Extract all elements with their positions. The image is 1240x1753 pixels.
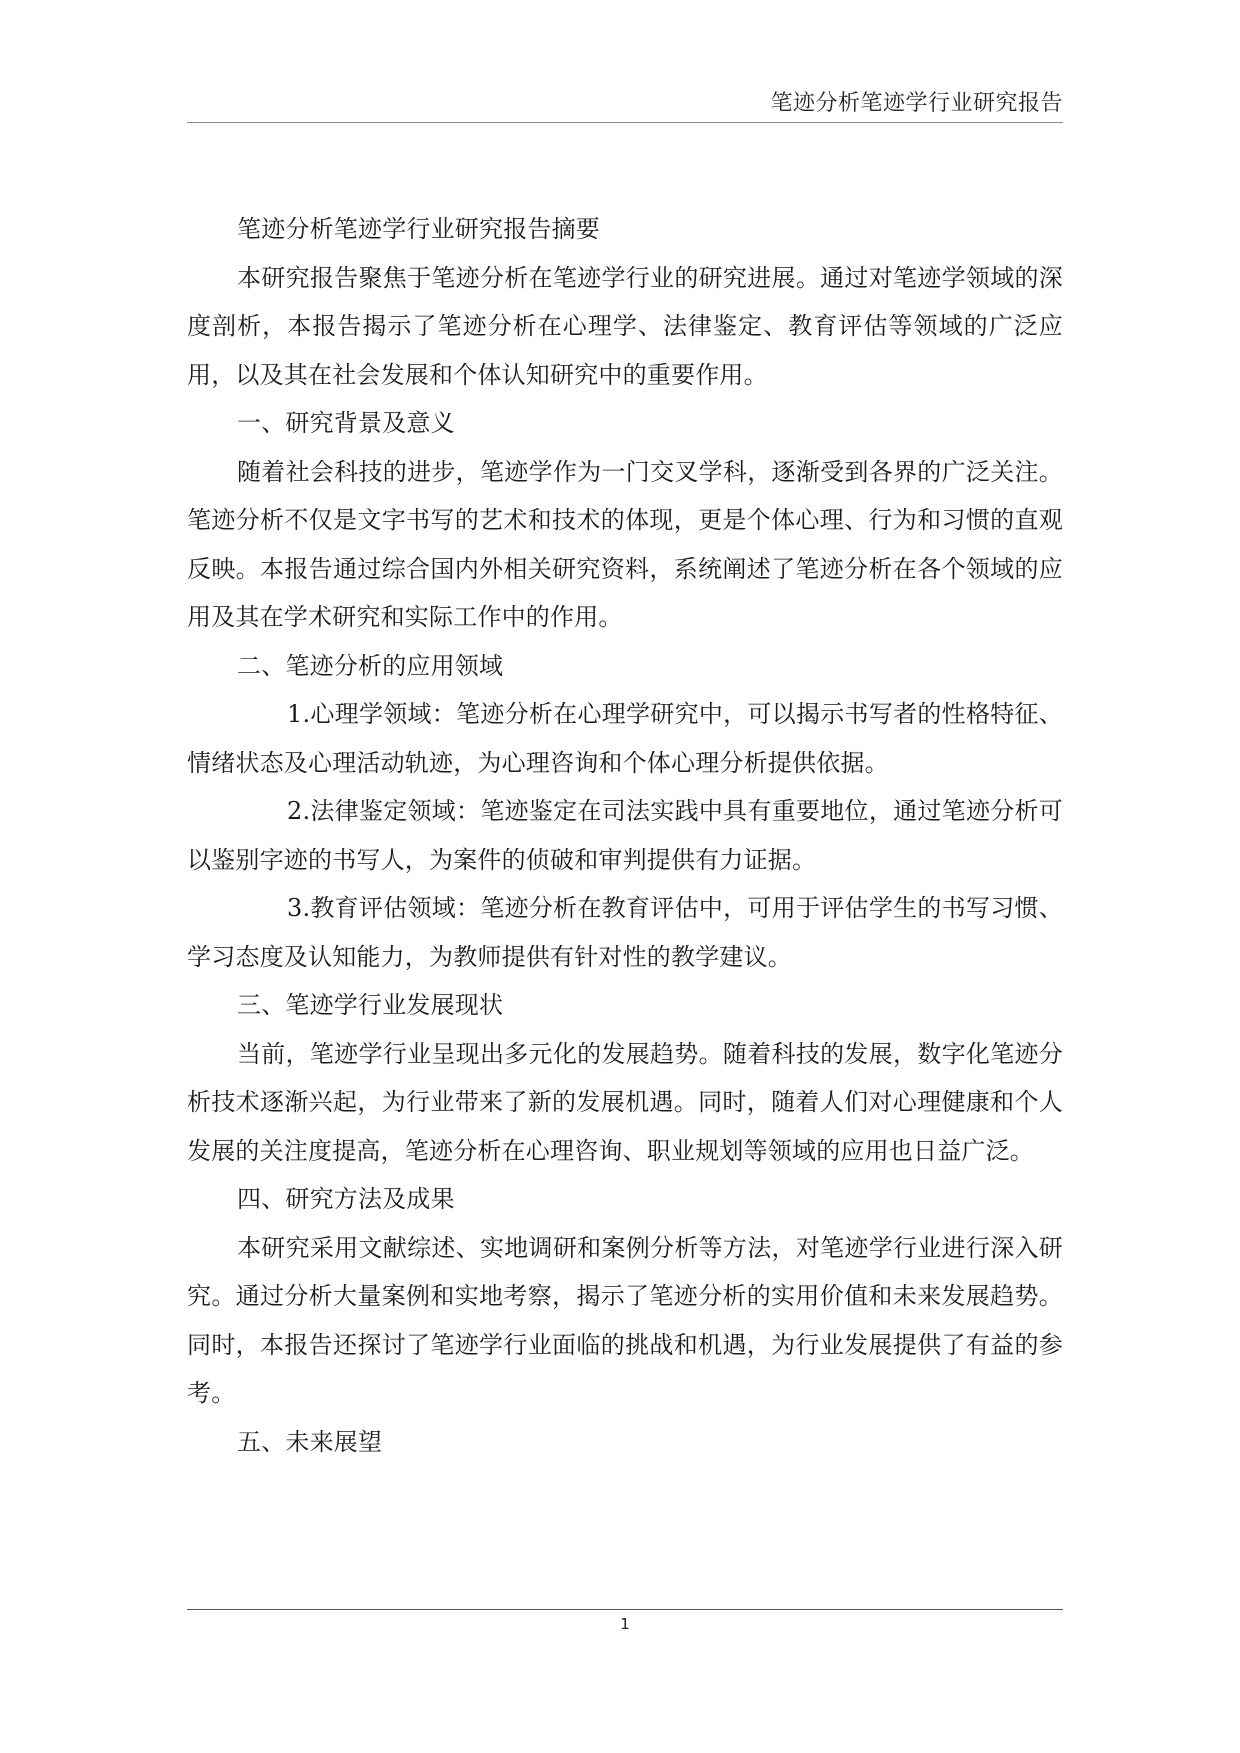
intro-paragraph: 本研究报告聚焦于笔迹分析在笔迹学行业的研究进展。通过对笔迹学领域的深度剖析，本报告揭示了笔迹分析在心理学、法律鉴定、教育评估等领域的广泛应用，以及其在社会发展和个体认知研究中的重要作用。 — [187, 263, 1063, 389]
application-item-legal: 2.法律鉴定领域：笔迹鉴定在司法实践中具有重要地位，通过笔迹分析可以鉴别字迹的书写人，为案件的侦破和审判提供有力证据。 — [187, 797, 1063, 874]
application-item-psychology: 1.心理学领域：笔迹分析在心理学研究中，可以揭示书写者的性格特征、情绪状态及心理活动轨迹，为心理咨询和个体心理分析提供依据。 — [187, 700, 1063, 777]
application-item-education: 3.教育评估领域：笔迹分析在教育评估中，可用于评估学生的书写习惯、学习态度及认知能力，为教师提供有针对性的教学建议。 — [187, 894, 1063, 971]
section-body-background: 随着社会科技的进步，笔迹学作为一门交叉学科，逐渐受到各界的广泛关注。笔迹分析不仅是文字书写的艺术和技术的体现，更是个体心理、行为和习惯的直观反映。本报告通过综合国内外相关研究资料，系统阐述了笔迹分析在各个领域的应用及其在学术研究和实际工作中的作用。 — [187, 457, 1063, 631]
page-number: 1 — [620, 1615, 630, 1633]
document-body — [187, 205, 1063, 1466]
summary-title: 笔迹分析笔迹学行业研究报告摘要 — [237, 215, 600, 243]
section-body-methods: 本研究采用文献综述、实地调研和案例分析等方法，对笔迹学行业进行深入研究。通过分析大量案例和实地考察，揭示了笔迹分析的实用价值和未来发展趋势。同时，本报告还探讨了笔迹学行业面临的挑战和机遇，为行业发展提供了有益的参考。 — [187, 1233, 1063, 1407]
section-body-status: 当前，笔迹学行业呈现出多元化的发展趋势。随着科技的发展，数字化笔迹分析技术逐渐兴起，为行业带来了新的发展机遇。同时，随着人们对心理健康和个人发展的关注度提高，笔迹分析在心理咨询、职业规划等领域的应用也日益广泛。 — [187, 1039, 1063, 1165]
section-heading-status: 三、笔迹学行业发展现状 — [237, 991, 504, 1019]
section-heading-methods: 四、研究方法及成果 — [237, 1185, 455, 1213]
section-heading-applications: 二、笔迹分析的应用领域 — [237, 651, 504, 680]
page-footer — [187, 1609, 1063, 1633]
section-heading-background: 一、研究背景及意义 — [237, 409, 455, 437]
header-title: 笔迹分析笔迹学行业研究报告 — [770, 91, 1063, 116]
page-header — [187, 78, 1063, 123]
section-heading-outlook: 五、未来展望 — [237, 1427, 383, 1456]
